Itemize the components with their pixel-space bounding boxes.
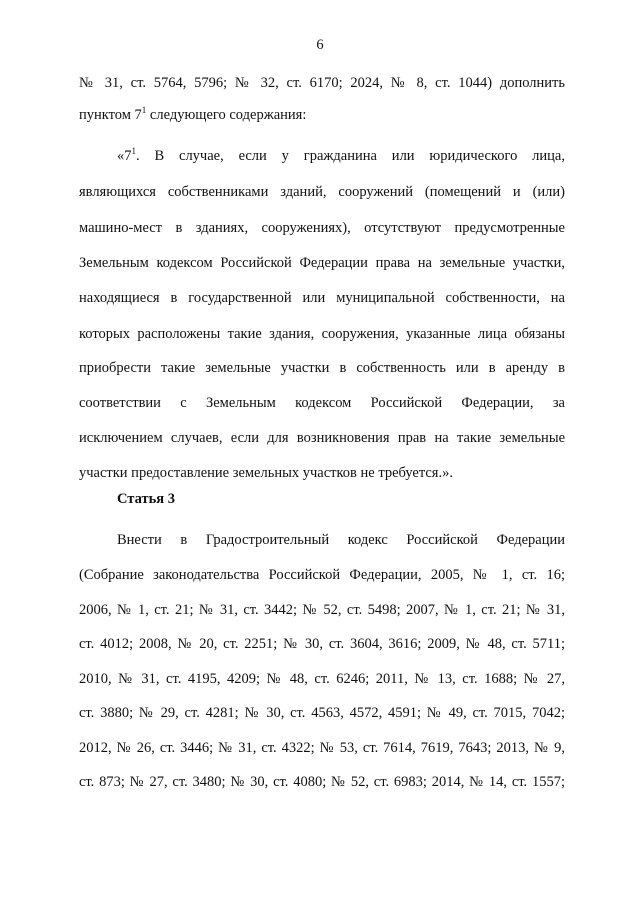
text-line-2: [79, 106, 565, 124]
text-line-12: участки предоставление земельных участков не требуется.».: [79, 465, 453, 481]
text-line-10: соответствии с Земельным кодексом Российской Федерации, за: [79, 395, 565, 411]
text-line-3-main: «7: [117, 148, 132, 164]
superscript-2: 1: [131, 146, 136, 157]
text-line-2-suffix: следующего содержания:: [146, 107, 307, 123]
superscript-1: 1: [141, 105, 147, 116]
text-line-11: исключением случаев, если для возникновения прав на такие земельные: [79, 430, 565, 446]
text-line-4: являющихся собственниками зданий, сооружений (помещений и (или): [79, 184, 565, 200]
text-line-17: 2010, № 31, ст. 4195, 4209; № 48, ст. 6246; 2011, № 13, ст. 1688; № 27,: [79, 671, 565, 687]
text-line-1: № 31, ст. 5764, 5796; № 32, ст. 6170; 2024, № 8, ст. 1044) дополнить: [79, 75, 565, 91]
text-line-3: [117, 147, 565, 165]
text-line-6: Земельным кодексом Российской Федерации права на земельные участки,: [79, 255, 565, 271]
text-line-5: машино-мест в зданиях, сооружениях), отсутствуют предусмотренные: [79, 220, 565, 236]
text-line-14: (Собрание законодательства Российской Федерации, 2005, № 1, ст. 16;: [79, 567, 565, 583]
text-line-18: ст. 3880; № 29, ст. 4281; № 30, ст. 4563, 4572, 4591; № 49, ст. 7015, 7042;: [79, 705, 565, 721]
text-line-19: 2012, № 26, ст. 3446; № 31, ст. 4322; № 53, ст. 7614, 7619, 7643; 2013, № 9,: [79, 740, 565, 756]
text-line-2-main: пунктом 7: [79, 107, 142, 123]
text-line-8: которых расположены такие здания, сооружения, указанные лица обязаны: [79, 326, 565, 342]
text-line-7: находящиеся в государственной или муниципальной собственности, на: [79, 290, 565, 306]
text-line-9: приобрести такие земельные участки в собственность или в аренду в: [79, 360, 565, 376]
page-number: 6: [316, 37, 324, 53]
text-line-16: ст. 4012; 2008, № 20, ст. 2251; № 30, ст. 3604, 3616; 2009, № 48, ст. 5711;: [79, 636, 565, 652]
text-line-3-suffix: . В случае, если у гражданина или юридического лица,: [136, 148, 565, 164]
article-heading: Статья 3: [117, 491, 175, 507]
text-line-13: Внести в Градостроительный кодекс Российской Федерации: [117, 532, 565, 548]
text-line-20: ст. 873; № 27, ст. 3480; № 30, ст. 4080; № 52, ст. 6983; 2014, № 14, ст. 1557;: [79, 774, 565, 790]
text-line-15: 2006, № 1, ст. 21; № 31, ст. 3442; № 52, ст. 5498; 2007, № 1, ст. 21; № 31,: [79, 602, 565, 618]
